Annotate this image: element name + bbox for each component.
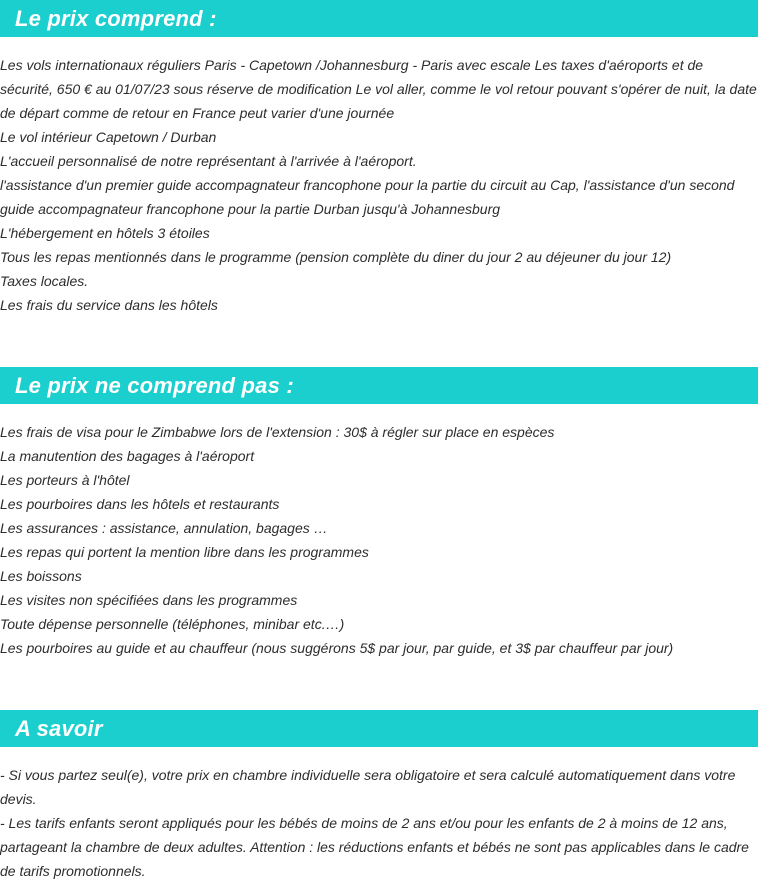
list-item: Les pourboires au guide et au chauffeur (nous suggérons 5$ par jour, par guide, et 3$ par chauffeur par jour): [0, 640, 674, 656]
included-list: [0, 53, 758, 317]
list-item: L'hébergement en hôtels 3 étoiles: [0, 225, 210, 241]
section-title: Le prix ne comprend pas :: [15, 372, 294, 398]
list-item: Taxes locales.: [0, 273, 89, 289]
section-price-excludes: [0, 367, 758, 660]
list-item: Les assurances : assistance, annulation, bagages …: [0, 520, 328, 536]
list-item: Les vols internationaux réguliers Paris - Capetown /Johannesburg - Paris avec escale Les taxes d'aéroports et de sécurité, 650 € au 01/07/23 sous réserve de modification Le vol aller, comme le vol retour pouvant s'opérer de nuit, la date de départ comme de retour en France peut varier d'une journée: [0, 57, 757, 121]
section-header: [0, 0, 758, 37]
list-item: - Les tarifs enfants seront appliqués pour les bébés de moins de 2 ans et/ou pour les enfants de 2 à moins de 12 ans, partageant la chambre de deux adultes. Attention : les réductions enfants et bébés ne sont pas applicables dans le cadre de tarifs promotionnels.: [0, 815, 749, 879]
section-good-to-know: [0, 710, 758, 883]
section-price-includes: [0, 0, 758, 317]
list-item: Les boissons: [0, 568, 82, 584]
info-list: [0, 763, 758, 883]
list-item: Les pourboires dans les hôtels et restaurants: [0, 496, 280, 512]
list-item: Les porteurs à l'hôtel: [0, 472, 130, 488]
list-item: Le vol intérieur Capetown / Durban: [0, 129, 217, 145]
list-item: Tous les repas mentionnés dans le programme (pension complète du diner du jour 2 au déjeuner du jour 12): [0, 249, 672, 265]
list-item: Les repas qui portent la mention libre dans les programmes: [0, 544, 369, 560]
section-header: [0, 367, 758, 404]
section-header: [0, 710, 758, 747]
list-item: l'assistance d'un premier guide accompagnateur francophone pour la partie du circuit au Cap, l'assistance d'un second guide accompagnateur francophone pour la partie Durban jusqu'à Johannesburg: [0, 177, 735, 217]
section-title: Le prix comprend :: [15, 5, 217, 31]
section-title: A savoir: [15, 715, 103, 741]
list-item: La manutention des bagages à l'aéroport: [0, 448, 255, 464]
list-item: Les frais de visa pour le Zimbabwe lors de l'extension : 30$ à régler sur place en espèces: [0, 424, 555, 440]
list-item: Les frais du service dans les hôtels: [0, 297, 218, 313]
list-item: Toute dépense personnelle (téléphones, minibar etc.…): [0, 616, 345, 632]
list-item: Les visites non spécifiées dans les programmes: [0, 592, 298, 608]
excluded-list: [0, 420, 758, 660]
list-item: - Si vous partez seul(e), votre prix en chambre individuelle sera obligatoire et sera calculé automatiquement dans votre devis.: [0, 767, 736, 807]
list-item: L'accueil personnalisé de notre représentant à l'arrivée à l'aéroport.: [0, 153, 417, 169]
